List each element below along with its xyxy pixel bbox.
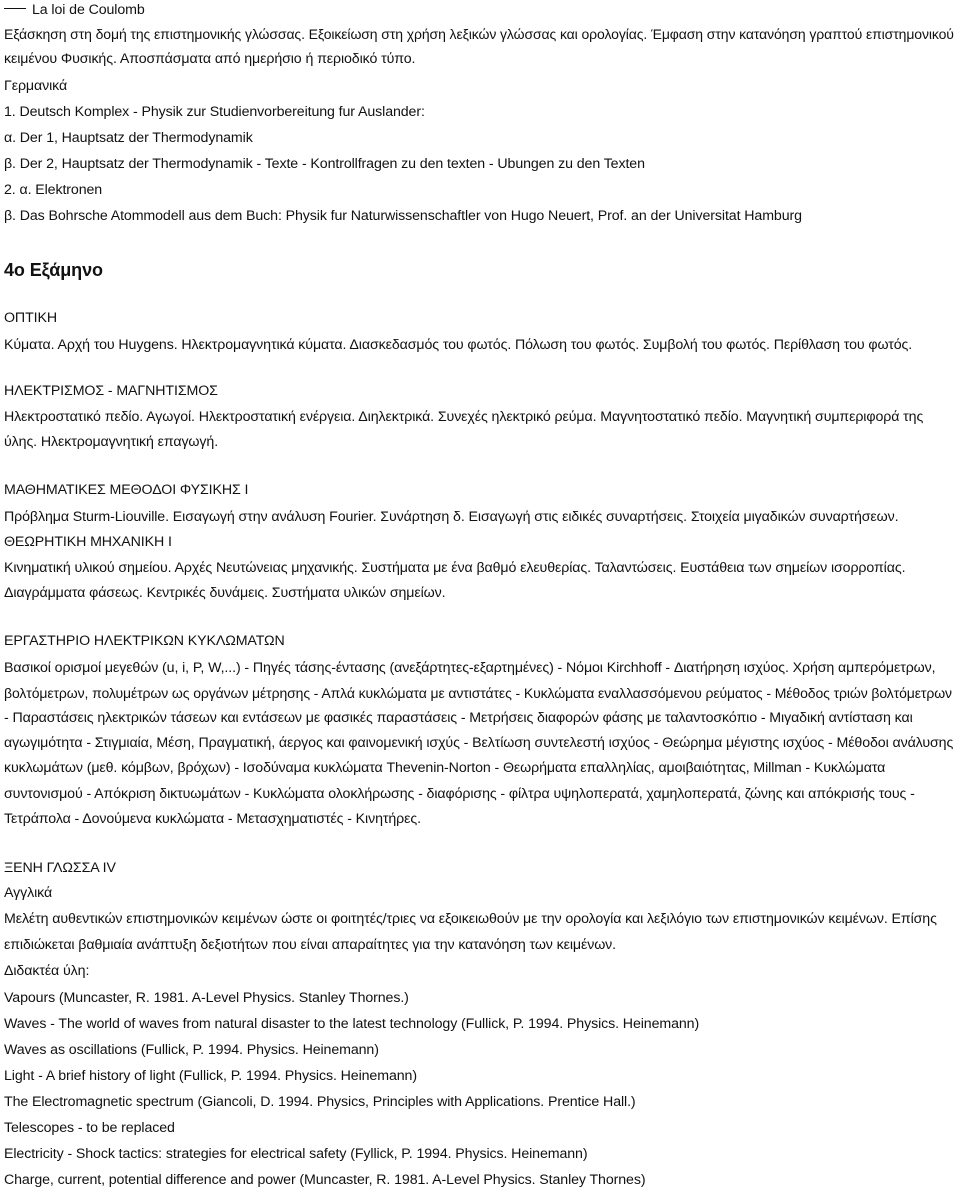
course-description: Μελέτη αυθεντικών επιστημονικών κειμένων ώστε οι φοιτητές/τριες να εξοικειωθούν με την ορολογία και λεξιλόγιο των επιστημονικών κειμένων. Επίσης <box>4 911 937 927</box>
course-description: Κινηματική υλικού σημείου. Αρχές Νευτώνειας μηχανικής. Συστήματα με ένα βαθμό ελευθερίας. Ταλαντώσεις. Ευστάθεια των σημείων ισορροπίας. <box>4 560 906 576</box>
course-description: Τετράπολα - Δονούμενα κυκλώματα - Μετασχηματιστές - Κινητήρες. <box>4 811 421 827</box>
top-title <box>4 0 145 20</box>
language-label: Αγγλικά <box>4 885 53 901</box>
dash-rule <box>4 8 26 10</box>
course-description: Πρόβλημα Sturm-Liouville. Εισαγωγή στην ανάλυση Fourier. Συνάρτηση δ. Εισαγωγή στις ειδικές συναρτήσεις. Στοιχεία μιγαδικών συναρτήσεων. <box>4 509 899 525</box>
course-description: επιδιώκεται βαθμιαία ανάπτυξη δεξιοτήτων που είναι απαραίτητες για την κατανόηση των κειμένων. <box>4 937 617 953</box>
list-item: β. Das Bohrsche Atommodell aus dem Buch: Physik fur Naturwissenschaftler von Hugo Neuert, Prof. an der Universitat Hamburg <box>4 208 802 224</box>
list-item: 1. Deutsch Komplex - Physik zur Studienvorbereitung fur Auslander: <box>4 104 425 120</box>
reading-item: The Electromagnetic spectrum (Giancoli, D. 1994. Physics, Principles with Applications. Prentice Hall.) <box>4 1094 636 1110</box>
top-title-text: La loi de Coulomb <box>32 2 145 18</box>
course-description: βολτόμετρων, πολυμέτρων ως οργάνων μέτρησης - Απλά κυκλώματα με αντιστάτες - Κυκλώματα εναλλασσόμενου ρεύματος - Μέθοδος τριών βολτόμετρων <box>4 685 952 701</box>
intro-line-1: Εξάσκηση στη δομή της επιστημονικής γλώσσας. Εξοικείωση στη χρήση λεξικών γλώσσας και ορολογίας. Έμφαση στην κατανόηση γραπτού επιστημονικού <box>4 26 954 42</box>
reading-item: Telescopes - to be replaced <box>4 1120 175 1136</box>
course-description: Βασικοί ορισμοί μεγεθών (u, i, P, W,...) - Πηγές τάσης-έντασης (ανεξάρτητες-εξαρτημένες) - Νόμοι Kirchhoff - Διατήρηση ισχύος. Χρήση αμπερόμετρων, <box>4 660 936 676</box>
list-item: α. Der 1, Hauptsatz der Thermodynamik <box>4 130 253 146</box>
reading-item: Waves - The world of waves from natural disaster to the latest technology (Fullick, P. 1994. Physics. Heinemann) <box>4 1016 700 1032</box>
syllabus-label: Διδακτέα ύλη: <box>4 963 90 979</box>
course-description: ύλης. Ηλεκτρομαγνητική επαγωγή. <box>4 434 219 450</box>
course-title-math-methods: ΜΑΘΗΜΑΤΙΚΕΣ ΜΕΘΟΔΟΙ ΦΥΣΙΚΗΣ Ι <box>4 482 249 498</box>
course-title-foreign-language: ΞΕΝΗ ΓΛΩΣΣΑ IV <box>4 860 116 876</box>
reading-item: Charge, current, potential difference and power (Muncaster, R. 1981. A-Level Physics. Stanley Thornes) <box>4 1172 646 1188</box>
course-description: Κύματα. Αρχή του Huygens. Ηλεκτρομαγνητικά κύματα. Διασκεδασμός του φωτός. Πόλωση του φωτός. Συμβολή του φωτός. Περίθλαση του φωτός. <box>4 337 913 353</box>
course-description: Ηλεκτροστατικό πεδίο. Αγωγοί. Ηλεκτροστατική ενέργεια. Διηλεκτρικά. Συνεχές ηλεκτρικό ρεύμα. Μαγνητοστατικό πεδίο. Μαγνητική συμπεριφορά της <box>4 409 924 425</box>
list-item: β. Der 2, Hauptsatz der Thermodynamik - Texte - Kontrollfragen zu den texten - Ubungen zu den Texten <box>4 156 645 172</box>
course-description: κυκλωμάτων (μεθ. κόμβων, βρόχων) - Ισοδύναμα κυκλώματα Thevenin-Norton - Θεωρήματα επαλληλίας, αμοιβαιότητας, Millman - Κυκλώματα <box>4 760 886 776</box>
course-description: συντονισμού - Απόκριση δικτυωμάτων - Κυκλώματα ολοκλήρωσης - διαφόρισης - φίλτρα υψηλοπερατά, χαμηλοπερατά, ζώνης και απόκρισής τους - <box>4 786 915 802</box>
reading-item: Light - A brief history of light (Fullick, P. 1994. Physics. Heinemann) <box>4 1068 417 1084</box>
reading-item: Vapours (Muncaster, R. 1981. A-Level Physics. Stanley Thornes.) <box>4 990 409 1006</box>
course-description: Διαγράμματα φάσεως. Κεντρικές δυνάμεις. Συστήματα υλικών σημείων. <box>4 585 446 601</box>
course-description: - Παραστάσεις ηλεκτρικών τάσεων και εντάσεων με φασικές παραστάσεις - Μετρήσεις διαφορών φάσης με ταλαντοσκόπιο - Μιγαδική αντίσταση και <box>4 710 913 726</box>
section-german: Γερμανικά <box>4 78 68 94</box>
intro-line-2: κειμένου Φυσικής. Αποσπάσματα από ημερήσιο ή περιοδικό τύπο. <box>4 51 416 67</box>
reading-item: Electricity - Shock tactics: strategies for electrical safety (Fyllick, P. 1994. Physics. Heinemann) <box>4 1146 588 1162</box>
course-description: αγωγιμότητα - Στιγμιαία, Μέση, Πραγματική, άεργος και φαινομενική ισχύς - Βελτίωση συντελεστή ισχύος - Θεώρημα μέγιστης ισχύος - Μέθοδοι ανάλυσης <box>4 735 954 751</box>
course-title-theoretical-mechanics: ΘΕΩΡΗΤΙΚΗ ΜΗΧΑΝΙΚΗ Ι <box>4 534 172 550</box>
semester-heading: 4ο Εξάμηνο <box>4 260 103 280</box>
course-title-electromagnetism: ΗΛΕΚΤΡΙΣΜΟΣ - ΜΑΓΝΗΤΙΣΜΟΣ <box>4 383 218 399</box>
list-item: 2. α. Elektronen <box>4 182 103 198</box>
course-title-optics: ΟΠΤΙΚΗ <box>4 310 57 326</box>
course-title-circuits-lab: ΕΡΓΑΣΤΗΡΙΟ ΗΛΕΚΤΡΙΚΩΝ ΚΥΚΛΩΜΑΤΩΝ <box>4 633 285 649</box>
reading-item: Waves as oscillations (Fullick, P. 1994. Physics. Heinemann) <box>4 1042 379 1058</box>
